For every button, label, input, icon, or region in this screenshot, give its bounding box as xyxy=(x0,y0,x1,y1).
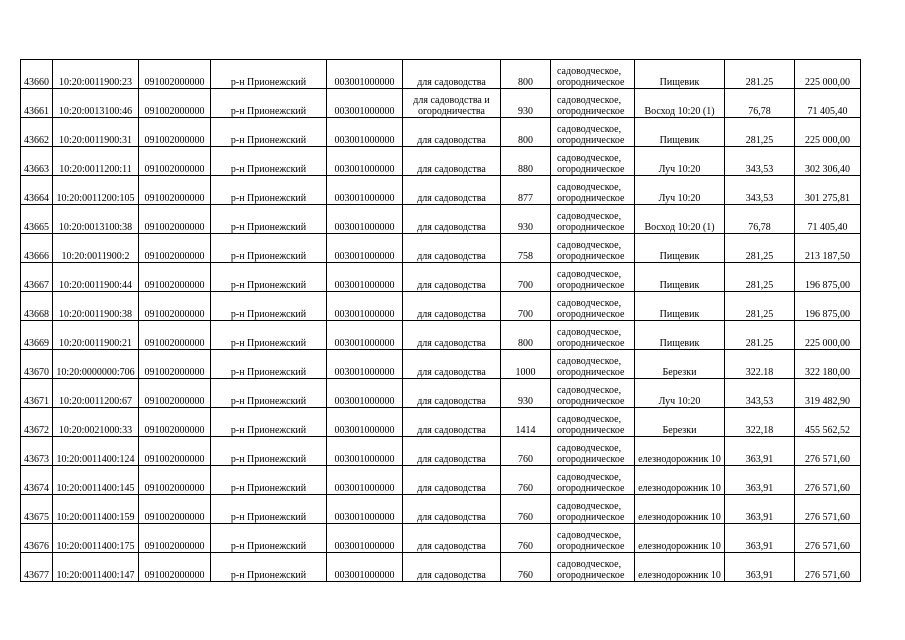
area-cell: 700 xyxy=(501,263,551,292)
district-cell: р-н Прионежский xyxy=(211,205,327,234)
cadastral-value-cell: 276 571,60 xyxy=(795,553,861,582)
cadastral-value-cell: 455 562,52 xyxy=(795,408,861,437)
permitted-use-cell: для садоводства xyxy=(403,466,501,495)
table-row xyxy=(21,234,861,263)
category-code-cell: 003001000000 xyxy=(327,89,403,118)
area-cell: 760 xyxy=(501,524,551,553)
area-cell: 1414 xyxy=(501,408,551,437)
land-category-cell: садоводческое, огородническое xyxy=(551,263,635,292)
area-cell: 800 xyxy=(501,118,551,147)
association-name-cell: Восход 10:20 (1) xyxy=(635,205,725,234)
land-category-cell: садоводческое, огородническое xyxy=(551,147,635,176)
table-row xyxy=(21,408,861,437)
category-code-cell: 003001000000 xyxy=(327,553,403,582)
cadastral-value-cell: 276 571,60 xyxy=(795,466,861,495)
district-cell: р-н Прионежский xyxy=(211,292,327,321)
cadastral-value-cell: 276 571,60 xyxy=(795,524,861,553)
table-row xyxy=(21,437,861,466)
district-cell: р-н Прионежский xyxy=(211,553,327,582)
district-cell: р-н Прионежский xyxy=(211,408,327,437)
row-number-cell: 43671 xyxy=(21,379,53,408)
permitted-use-cell: для садоводства xyxy=(403,292,501,321)
cadastral-number-cell: 10:20:0011900:23 xyxy=(53,60,139,89)
association-name-cell: елезнодорожник 10 xyxy=(635,495,725,524)
association-name-cell: Пищевик xyxy=(635,234,725,263)
cadastral-number-cell: 10:20:0011200:67 xyxy=(53,379,139,408)
land-category-cell: садоводческое, огородническое xyxy=(551,524,635,553)
permitted-use-cell: для садоводства xyxy=(403,437,501,466)
area-cell: 700 xyxy=(501,292,551,321)
row-number-cell: 43660 xyxy=(21,60,53,89)
cadastral-value-cell: 225 000,00 xyxy=(795,60,861,89)
row-number-cell: 43661 xyxy=(21,89,53,118)
row-number-cell: 43668 xyxy=(21,292,53,321)
cadastral-value-cell: 196 875,00 xyxy=(795,263,861,292)
association-name-cell: елезнодорожник 10 xyxy=(635,466,725,495)
okato-code-cell: 091002000000 xyxy=(139,350,211,379)
category-code-cell: 003001000000 xyxy=(327,350,403,379)
cadastral-value-cell: 302 306,40 xyxy=(795,147,861,176)
specific-value-cell: 363,91 xyxy=(725,553,795,582)
permitted-use-cell: для садоводства xyxy=(403,553,501,582)
specific-value-cell: 363,91 xyxy=(725,495,795,524)
association-name-cell: Луч 10:20 xyxy=(635,176,725,205)
area-cell: 877 xyxy=(501,176,551,205)
land-category-cell: садоводческое, огородническое xyxy=(551,89,635,118)
association-name-cell: Пищевик xyxy=(635,118,725,147)
specific-value-cell: 343,53 xyxy=(725,379,795,408)
cadastral-value-cell: 322 180,00 xyxy=(795,350,861,379)
specific-value-cell: 343,53 xyxy=(725,176,795,205)
specific-value-cell: 363,91 xyxy=(725,524,795,553)
permitted-use-cell: для садоводства xyxy=(403,408,501,437)
association-name-cell: Пищевик xyxy=(635,60,725,89)
row-number-cell: 43669 xyxy=(21,321,53,350)
okato-code-cell: 091002000000 xyxy=(139,60,211,89)
district-cell: р-н Прионежский xyxy=(211,147,327,176)
table-row xyxy=(21,321,861,350)
district-cell: р-н Прионежский xyxy=(211,495,327,524)
category-code-cell: 003001000000 xyxy=(327,466,403,495)
category-code-cell: 003001000000 xyxy=(327,60,403,89)
land-category-cell: садоводческое, огородническое xyxy=(551,466,635,495)
okato-code-cell: 091002000000 xyxy=(139,89,211,118)
specific-value-cell: 281,25 xyxy=(725,118,795,147)
okato-code-cell: 091002000000 xyxy=(139,524,211,553)
land-category-cell: садоводческое, огородническое xyxy=(551,553,635,582)
association-name-cell: елезнодорожник 10 xyxy=(635,437,725,466)
okato-code-cell: 091002000000 xyxy=(139,147,211,176)
area-cell: 760 xyxy=(501,495,551,524)
association-name-cell: Луч 10:20 xyxy=(635,147,725,176)
okato-code-cell: 091002000000 xyxy=(139,321,211,350)
table-row xyxy=(21,524,861,553)
land-category-cell: садоводческое, огородническое xyxy=(551,60,635,89)
table-row xyxy=(21,118,861,147)
cadastral-number-cell: 10:20:0011400:175 xyxy=(53,524,139,553)
association-name-cell: Восход 10:20 (1) xyxy=(635,89,725,118)
specific-value-cell: 343,53 xyxy=(725,147,795,176)
category-code-cell: 003001000000 xyxy=(327,176,403,205)
area-cell: 800 xyxy=(501,60,551,89)
permitted-use-cell: для садоводства xyxy=(403,147,501,176)
category-code-cell: 003001000000 xyxy=(327,263,403,292)
specific-value-cell: 363,91 xyxy=(725,466,795,495)
okato-code-cell: 091002000000 xyxy=(139,495,211,524)
association-name-cell: Луч 10:20 xyxy=(635,379,725,408)
okato-code-cell: 091002000000 xyxy=(139,234,211,263)
cadastral-value-cell: 196 875,00 xyxy=(795,292,861,321)
row-number-cell: 43677 xyxy=(21,553,53,582)
cadastral-value-cell: 276 571,60 xyxy=(795,437,861,466)
district-cell: р-н Прионежский xyxy=(211,118,327,147)
table-row xyxy=(21,553,861,582)
cadastral-number-cell: 10:20:0011900:38 xyxy=(53,292,139,321)
cadastral-number-cell: 10:20:0011400:124 xyxy=(53,437,139,466)
area-cell: 760 xyxy=(501,437,551,466)
category-code-cell: 003001000000 xyxy=(327,292,403,321)
table-row xyxy=(21,263,861,292)
permitted-use-cell: для садоводства и огородничества xyxy=(403,89,501,118)
table-body xyxy=(21,60,861,582)
row-number-cell: 43662 xyxy=(21,118,53,147)
land-category-cell: садоводческое, огородническое xyxy=(551,234,635,263)
table-row xyxy=(21,60,861,89)
permitted-use-cell: для садоводства xyxy=(403,205,501,234)
permitted-use-cell: для садоводства xyxy=(403,350,501,379)
table-row xyxy=(21,205,861,234)
cadastral-value-cell: 213 187,50 xyxy=(795,234,861,263)
area-cell: 800 xyxy=(501,321,551,350)
district-cell: р-н Прионежский xyxy=(211,524,327,553)
permitted-use-cell: для садоводства xyxy=(403,321,501,350)
district-cell: р-н Прионежский xyxy=(211,437,327,466)
area-cell: 758 xyxy=(501,234,551,263)
district-cell: р-н Прионежский xyxy=(211,60,327,89)
category-code-cell: 003001000000 xyxy=(327,379,403,408)
association-name-cell: елезнодорожник 10 xyxy=(635,524,725,553)
cadastral-value-cell: 301 275,81 xyxy=(795,176,861,205)
cadastral-value-cell: 71 405,40 xyxy=(795,89,861,118)
permitted-use-cell: для садоводства xyxy=(403,234,501,263)
association-name-cell: елезнодорожник 10 xyxy=(635,553,725,582)
table-row xyxy=(21,147,861,176)
row-number-cell: 43670 xyxy=(21,350,53,379)
row-number-cell: 43666 xyxy=(21,234,53,263)
area-cell: 930 xyxy=(501,379,551,408)
land-category-cell: садоводческое, огородническое xyxy=(551,495,635,524)
district-cell: р-н Прионежский xyxy=(211,321,327,350)
category-code-cell: 003001000000 xyxy=(327,234,403,263)
row-number-cell: 43672 xyxy=(21,408,53,437)
row-number-cell: 43663 xyxy=(21,147,53,176)
specific-value-cell: 322.18 xyxy=(725,350,795,379)
land-category-cell: садоводческое, огородническое xyxy=(551,379,635,408)
permitted-use-cell: для садоводства xyxy=(403,60,501,89)
cadastral-value-cell: 225 000,00 xyxy=(795,118,861,147)
cadastral-value-cell: 276 571,60 xyxy=(795,495,861,524)
association-name-cell: Березки xyxy=(635,408,725,437)
okato-code-cell: 091002000000 xyxy=(139,263,211,292)
okato-code-cell: 091002000000 xyxy=(139,176,211,205)
area-cell: 1000 xyxy=(501,350,551,379)
cadastral-value-cell: 225 000,00 xyxy=(795,321,861,350)
okato-code-cell: 091002000000 xyxy=(139,466,211,495)
land-category-cell: садоводческое, огородническое xyxy=(551,321,635,350)
okato-code-cell: 091002000000 xyxy=(139,118,211,147)
specific-value-cell: 281,25 xyxy=(725,263,795,292)
row-number-cell: 43674 xyxy=(21,466,53,495)
land-plots-table xyxy=(20,59,861,582)
category-code-cell: 003001000000 xyxy=(327,408,403,437)
category-code-cell: 003001000000 xyxy=(327,118,403,147)
permitted-use-cell: для садоводства xyxy=(403,524,501,553)
table-row xyxy=(21,350,861,379)
cadastral-number-cell: 10:20:0021000:33 xyxy=(53,408,139,437)
specific-value-cell: 281.25 xyxy=(725,321,795,350)
district-cell: р-н Прионежский xyxy=(211,379,327,408)
cadastral-number-cell: 10:20:0013100:38 xyxy=(53,205,139,234)
row-number-cell: 43664 xyxy=(21,176,53,205)
category-code-cell: 003001000000 xyxy=(327,147,403,176)
area-cell: 880 xyxy=(501,147,551,176)
table-row xyxy=(21,292,861,321)
cadastral-number-cell: 10:20:0011200:105 xyxy=(53,176,139,205)
okato-code-cell: 091002000000 xyxy=(139,437,211,466)
row-number-cell: 43667 xyxy=(21,263,53,292)
specific-value-cell: 281,25 xyxy=(725,234,795,263)
district-cell: р-н Прионежский xyxy=(211,89,327,118)
district-cell: р-н Прионежский xyxy=(211,350,327,379)
association-name-cell: Пищевик xyxy=(635,263,725,292)
table-row xyxy=(21,466,861,495)
okato-code-cell: 091002000000 xyxy=(139,408,211,437)
category-code-cell: 003001000000 xyxy=(327,321,403,350)
land-category-cell: садоводческое, огородническое xyxy=(551,118,635,147)
association-name-cell: Пищевик xyxy=(635,292,725,321)
category-code-cell: 003001000000 xyxy=(327,495,403,524)
district-cell: р-н Прионежский xyxy=(211,466,327,495)
cadastral-number-cell: 10:20:0011400:145 xyxy=(53,466,139,495)
table-row xyxy=(21,176,861,205)
cadastral-number-cell: 10:20:0011900:44 xyxy=(53,263,139,292)
category-code-cell: 003001000000 xyxy=(327,205,403,234)
land-category-cell: садоводческое, огородническое xyxy=(551,437,635,466)
area-cell: 930 xyxy=(501,205,551,234)
row-number-cell: 43665 xyxy=(21,205,53,234)
cadastral-value-cell: 71 405,40 xyxy=(795,205,861,234)
cadastral-number-cell: 10:20:0000000:706 xyxy=(53,350,139,379)
area-cell: 930 xyxy=(501,89,551,118)
okato-code-cell: 091002000000 xyxy=(139,292,211,321)
okato-code-cell: 091002000000 xyxy=(139,205,211,234)
permitted-use-cell: для садоводства xyxy=(403,379,501,408)
cadastral-number-cell: 10:20:0011900:21 xyxy=(53,321,139,350)
specific-value-cell: 281,25 xyxy=(725,292,795,321)
cadastral-number-cell: 10:20:0011400:159 xyxy=(53,495,139,524)
association-name-cell: Березки xyxy=(635,350,725,379)
land-category-cell: садоводческое, огородническое xyxy=(551,408,635,437)
table-row xyxy=(21,495,861,524)
category-code-cell: 003001000000 xyxy=(327,437,403,466)
land-category-cell: садоводческое, огородническое xyxy=(551,176,635,205)
cadastral-number-cell: 10:20:0013100:46 xyxy=(53,89,139,118)
category-code-cell: 003001000000 xyxy=(327,524,403,553)
district-cell: р-н Прионежский xyxy=(211,263,327,292)
area-cell: 760 xyxy=(501,466,551,495)
row-number-cell: 43676 xyxy=(21,524,53,553)
row-number-cell: 43673 xyxy=(21,437,53,466)
cadastral-number-cell: 10:20:0011200:11 xyxy=(53,147,139,176)
district-cell: р-н Прионежский xyxy=(211,176,327,205)
okato-code-cell: 091002000000 xyxy=(139,553,211,582)
cadastral-number-cell: 10:20:0011400:147 xyxy=(53,553,139,582)
association-name-cell: Пищевик xyxy=(635,321,725,350)
table-row xyxy=(21,379,861,408)
okato-code-cell: 091002000000 xyxy=(139,379,211,408)
land-category-cell: садоводческое, огородническое xyxy=(551,292,635,321)
cadastral-number-cell: 10:20:0011900:31 xyxy=(53,118,139,147)
cadastral-value-cell: 319 482,90 xyxy=(795,379,861,408)
row-number-cell: 43675 xyxy=(21,495,53,524)
permitted-use-cell: для садоводства xyxy=(403,263,501,292)
permitted-use-cell: для садоводства xyxy=(403,176,501,205)
specific-value-cell: 76,78 xyxy=(725,205,795,234)
table-row xyxy=(21,89,861,118)
district-cell: р-н Прионежский xyxy=(211,234,327,263)
permitted-use-cell: для садоводства xyxy=(403,495,501,524)
cadastral-number-cell: 10:20:0011900:2 xyxy=(53,234,139,263)
land-category-cell: садоводческое, огородническое xyxy=(551,350,635,379)
specific-value-cell: 76,78 xyxy=(725,89,795,118)
land-category-cell: садоводческое, огородническое xyxy=(551,205,635,234)
specific-value-cell: 363,91 xyxy=(725,437,795,466)
permitted-use-cell: для садоводства xyxy=(403,118,501,147)
specific-value-cell: 322,18 xyxy=(725,408,795,437)
area-cell: 760 xyxy=(501,553,551,582)
specific-value-cell: 281.25 xyxy=(725,60,795,89)
